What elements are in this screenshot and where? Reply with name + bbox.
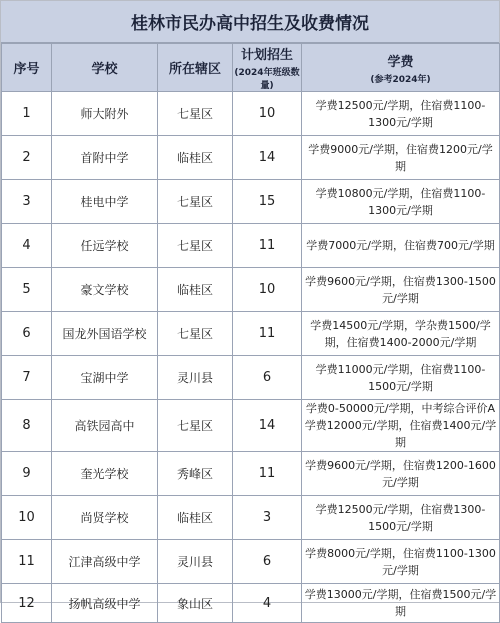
cell-school: 扬帆高级中学 [52,584,158,623]
col-header-district: 所在辖区 [158,44,233,92]
table-row [2,400,500,452]
col-header-fee [302,44,500,92]
col-header-fee-label: 学费 [387,54,414,70]
header-row [2,44,500,92]
col-header-plan [233,44,302,92]
cell-no: 12 [2,584,52,623]
cell-fee: 学费9600元/学期，住宿费1300-1500元/学期 [302,268,500,312]
cell-fee: 学费10800元/学期，住宿费1100-1300元/学期 [302,180,500,224]
table-row [2,540,500,584]
cell-no: 10 [2,496,52,540]
cell-no: 5 [2,268,52,312]
col-header-school: 学校 [52,44,158,92]
cell-district: 七星区 [158,400,233,452]
cell-fee: 学费8000元/学期，住宿费1100-1300元/学期 [302,540,500,584]
cell-fee: 学费9600元/学期，住宿费1200-1600元/学期 [302,452,500,496]
cell-district: 七星区 [158,92,233,136]
cell-no: 1 [2,92,52,136]
table-row [2,224,500,268]
cell-plan: 6 [233,356,302,400]
cell-fee: 学费12500元/学期，住宿费1300-1500元/学期 [302,496,500,540]
col-header-no: 序号 [2,44,52,92]
cell-fee: 学费7000元/学期，住宿费700元/学期 [302,224,500,268]
cell-plan: 6 [233,540,302,584]
cell-no: 7 [2,356,52,400]
table-row [2,452,500,496]
cell-district: 象山区 [158,584,233,623]
cell-school: 奎光学校 [52,452,158,496]
cell-fee: 学费13000元/学期，住宿费1500元/学期 [302,584,500,623]
cell-school: 任远学校 [52,224,158,268]
cell-plan: 14 [233,400,302,452]
cell-plan: 11 [233,224,302,268]
cell-district: 七星区 [158,312,233,356]
cell-school: 国龙外国语学校 [52,312,158,356]
table-row [2,496,500,540]
cell-district: 七星区 [158,224,233,268]
cell-plan: 11 [233,312,302,356]
cell-school: 首附中学 [52,136,158,180]
cell-district: 临桂区 [158,136,233,180]
page-title: 桂林市民办高中招生及收费情况 [1,1,499,43]
col-header-plan-note: (2024年班级数量) [234,68,300,91]
cell-school: 桂电中学 [52,180,158,224]
table-row [2,136,500,180]
cell-fee: 学费14500元/学期，学杂费1500/学期，住宿费1400-2000元/学期 [302,312,500,356]
cell-plan: 10 [233,92,302,136]
cell-district: 临桂区 [158,268,233,312]
table-row [2,92,500,136]
cell-fee: 学费11000元/学期，住宿费1100-1500元/学期 [302,356,500,400]
table-row [2,312,500,356]
cell-plan: 3 [233,496,302,540]
cell-school: 高铁园高中 [52,400,158,452]
cell-school: 宝湖中学 [52,356,158,400]
cell-district: 秀峰区 [158,452,233,496]
cell-plan: 10 [233,268,302,312]
cell-district: 灵川县 [158,356,233,400]
cell-no: 9 [2,452,52,496]
col-header-plan-label: 计划招生 [240,48,293,63]
cell-no: 3 [2,180,52,224]
cell-plan: 14 [233,136,302,180]
table-row [2,356,500,400]
table-row [2,584,500,623]
cell-school: 豪文学校 [52,268,158,312]
cell-no: 8 [2,400,52,452]
cell-school: 江津高级中学 [52,540,158,584]
cell-fee: 学费12500元/学期，住宿费1100-1300元/学期 [302,92,500,136]
cell-school: 尚贤学校 [52,496,158,540]
cell-no: 11 [2,540,52,584]
cell-no: 4 [2,224,52,268]
cell-district: 灵川县 [158,540,233,584]
cell-no: 2 [2,136,52,180]
cell-district: 临桂区 [158,496,233,540]
cell-school: 师大附外 [52,92,158,136]
table-row [2,180,500,224]
cell-plan: 4 [233,584,302,623]
cell-fee: 学费9000元/学期，住宿费1200元/学期 [302,136,500,180]
cell-fee: 学费0-50000元/学期，中考综合评价A学费12000元/学期，住宿费1400元/学期 [302,400,500,452]
table-row [2,268,500,312]
schools-table [1,43,500,623]
cell-district: 七星区 [158,180,233,224]
cell-plan: 15 [233,180,302,224]
col-header-fee-note: (参考2024年) [370,74,431,85]
cell-no: 6 [2,312,52,356]
cell-plan: 11 [233,452,302,496]
